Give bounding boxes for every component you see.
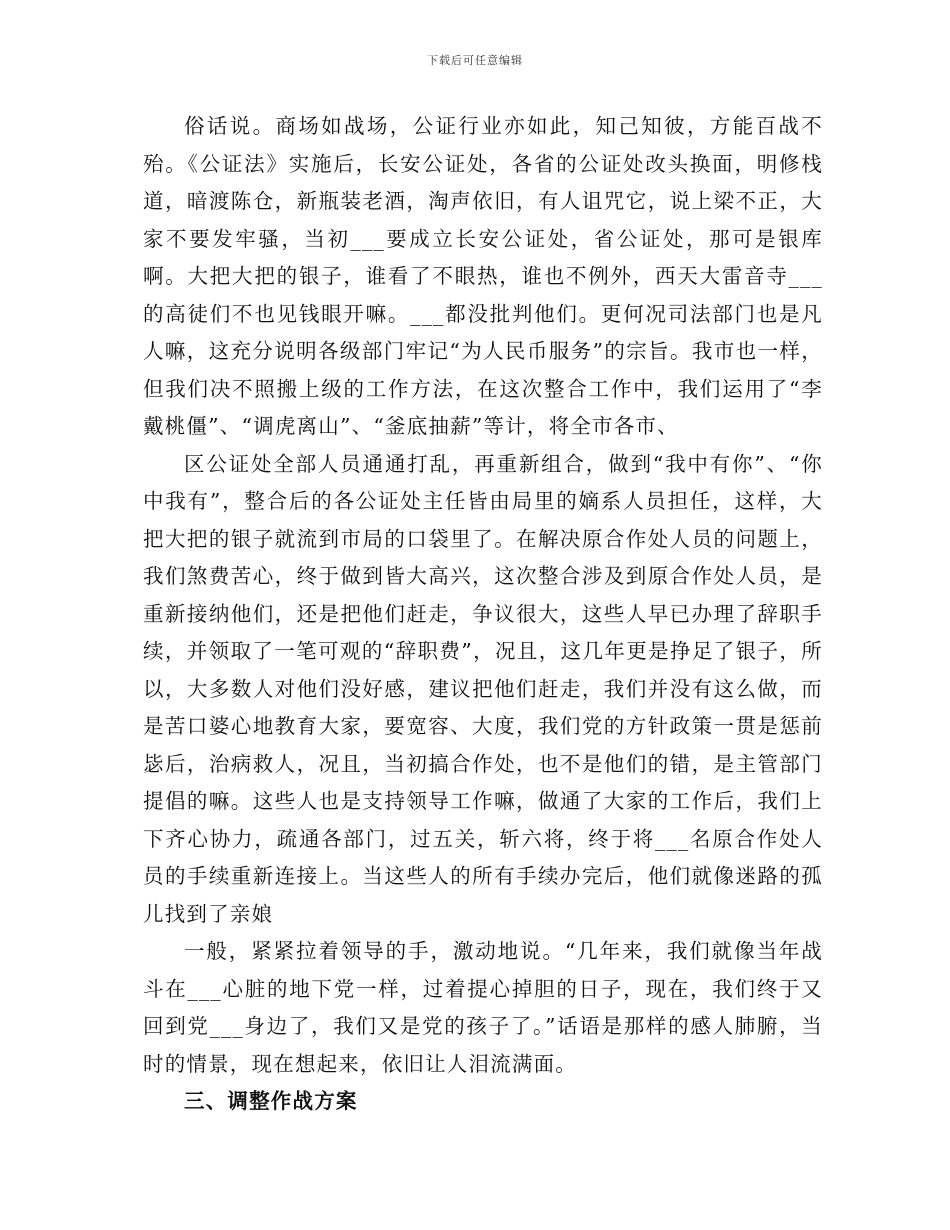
paragraph-3: 一般，紧紧拉着领导的手，激动地说。“几年来，我们就像当年战斗在___心脏的地下党一样，过着提心掉胆的日子，现在，我们终于又回到党___身边了，我们又是党的孩子了。”话语是那样的感人肺腑，当时的情景，现在想起来，依旧让人泪流满面。: [143, 939, 823, 1076]
page-header: 下载后可任意编辑: [427, 54, 523, 67]
document-body: [143, 108, 823, 1121]
section-heading: 三、调整作战方案: [184, 1089, 358, 1113]
paragraph-2: 区公证处全部人员通通打乱，再重新组合，做到“我中有你”、“你中我有”，整合后的各公证处主任皆由局里的嫡系人员担任，这样，大把大把的银子就流到市局的口袋里了。在解决原合作处人员的问题上，我们煞费苦心，终于做到皆大高兴，这次整合涉及到原合作处人员，是重新接纳他们，还是把他们赶走，争议很大，这些人早已办理了辞职手续，并领取了一笔可观的“辞职费”，况且，这几年更是挣足了银子，所以，大多数人对他们没好感，建议把他们赶走，我们并没有这么做，而是苦口婆心地教育大家，要宽容、大度，我们党的方针政策一贯是惩前毖后，治病救人，况且，当初搞合作处，也不是他们的错，是主管部门提倡的嘛。这些人也是支持领导工作嘛，做通了大家的工作后，我们上下齐心协力，疏通各部门，过五关，斩六将，终于将___名原合作处人员的手续重新连接上。当这些人的所有手续办完后，他们就像迷路的孤儿找到了亲娘: [143, 451, 823, 926]
paragraph-1: 俗话说。商场如战场，公证行业亦如此，知己知彼，方能百战不殆。《公证法》实施后，长安公证处，各省的公证处改头换面，明修栈道，暗渡陈仓，新瓶装老酒，淘声依旧，有人诅咒它，说上梁不正，大家不要发牢骚，当初___要成立长安公证处，省公证处，那可是银库啊。大把大把的银子，谁看了不眼热，谁也不例外，西天大雷音寺___的高徒们不也见钱眼开嘛。___都没批判他们。更何况司法部门也是凡人嘛，这充分说明各级部门牢记“为人民币服务”的宗旨。我市也一样，但我们决不照搬上级的工作方法，在这次整合工作中，我们运用了“李戴桃僵”、“调虎离山”、“釜底抽薪”等计，将全市各市、: [143, 114, 823, 438]
